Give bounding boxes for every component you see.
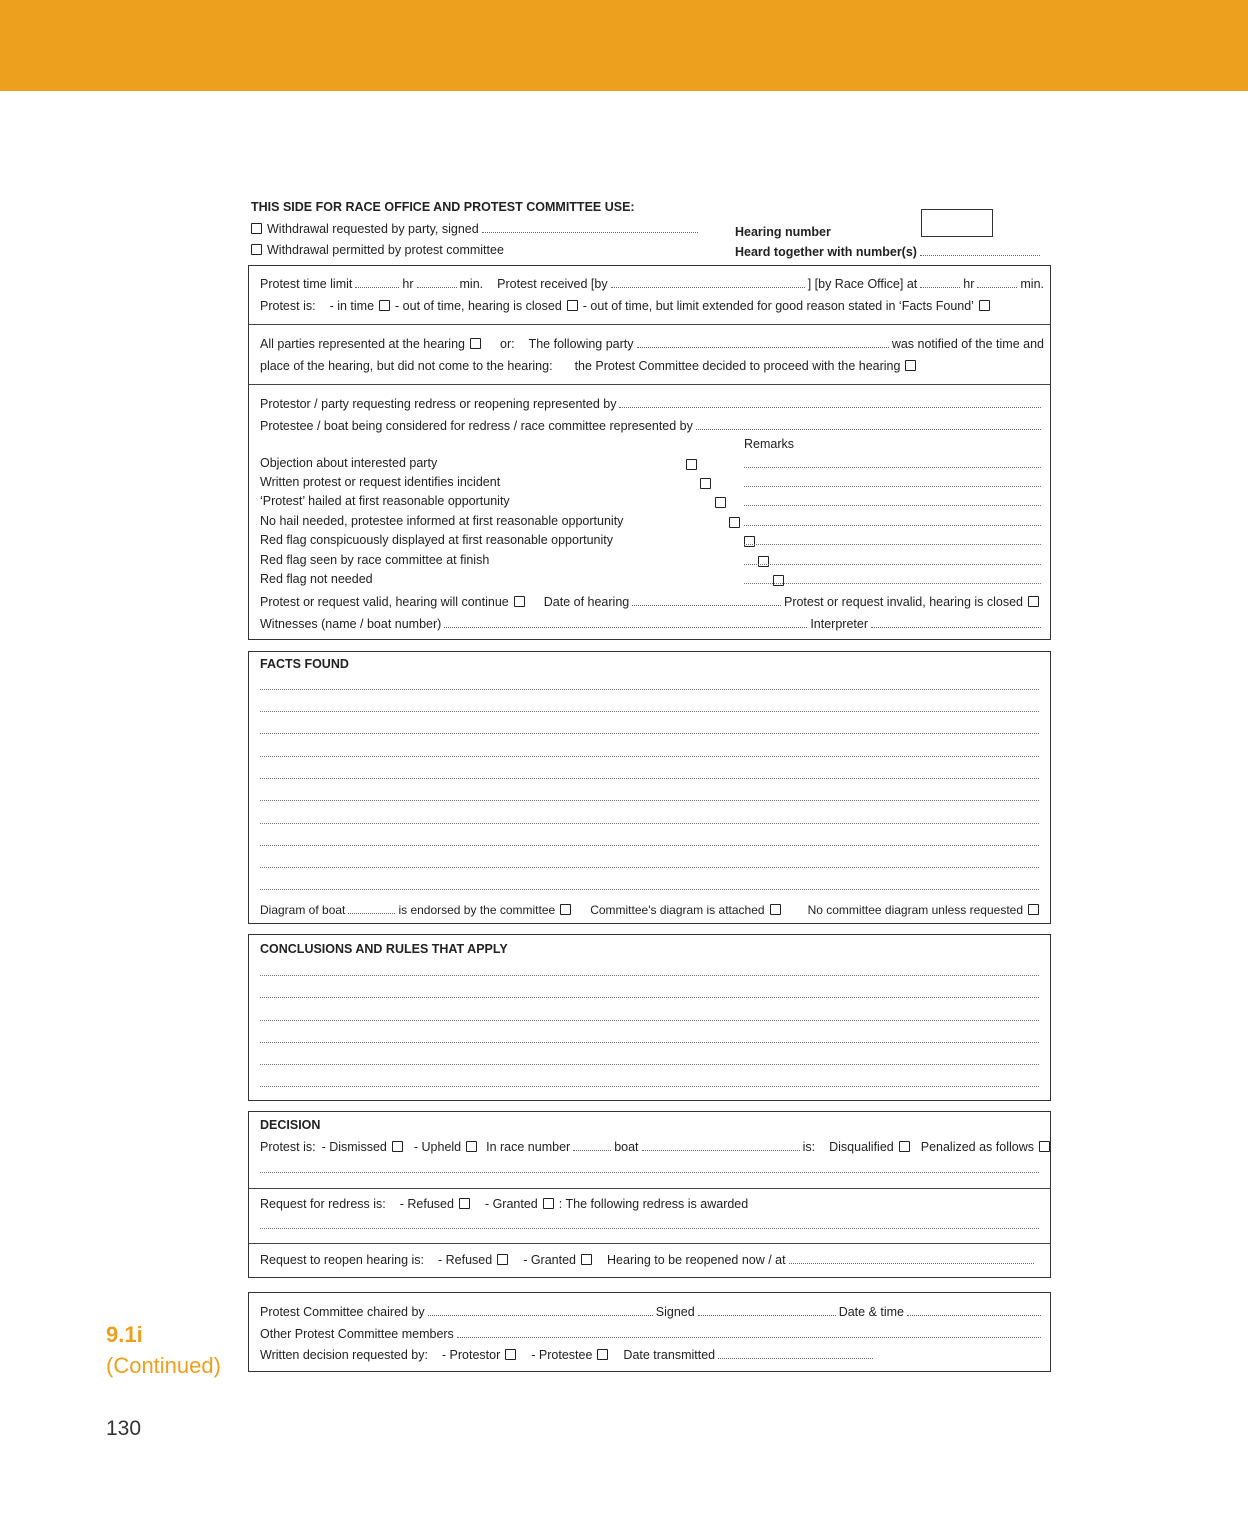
diagram-row: Diagram of boat is endorsed by the committee Committee's diagram is attached No committee diagram unless requested xyxy=(260,903,1044,917)
validity-checkbox[interactable] xyxy=(700,478,711,489)
conclusions-line[interactable] xyxy=(260,1064,1039,1065)
validity-checkbox[interactable] xyxy=(715,497,726,508)
conclusions-line[interactable] xyxy=(260,1086,1039,1087)
validity-check-row: Red flag not needed xyxy=(260,572,373,586)
conclusions-title: CONCLUSIONS AND RULES THAT APPLY xyxy=(260,942,508,956)
other-members-field[interactable] xyxy=(457,1328,1041,1338)
written-protestee-checkbox[interactable] xyxy=(597,1349,608,1360)
protestor-represented-row: Protestor / party requesting redress or reopening represented by xyxy=(260,397,1044,411)
date-time-field[interactable] xyxy=(907,1306,1041,1316)
facts-line[interactable] xyxy=(260,867,1039,868)
remarks-label: Remarks xyxy=(744,437,795,451)
heard-together-row: Heard together with number(s) xyxy=(735,245,1043,259)
chaired-by-field[interactable] xyxy=(428,1306,653,1316)
written-decision-row: Written decision requested by: - Protestor - Protestee Date transmitted xyxy=(260,1348,1044,1362)
committee-section xyxy=(248,1292,1051,1372)
remarks-line[interactable] xyxy=(744,564,1041,565)
validity-check-row: Written protest or request identifies incident xyxy=(260,475,501,489)
invalid-checkbox[interactable] xyxy=(1028,596,1039,607)
time-parties-validity-section xyxy=(248,265,1051,640)
conclusions-section xyxy=(248,934,1051,1101)
validity-outcome-row: Protest or request valid, hearing will continue Date of hearing Protest or request invalid, hearing is closed xyxy=(260,595,1044,609)
remarks-line[interactable] xyxy=(744,467,1041,468)
facts-line[interactable] xyxy=(260,845,1039,846)
conclusions-line[interactable] xyxy=(260,975,1039,976)
validity-check-row: ‘Protest’ hailed at first reasonable opportunity xyxy=(260,494,510,508)
out-of-time-closed-checkbox[interactable] xyxy=(567,300,578,311)
form-title: THIS SIDE FOR RACE OFFICE AND PROTEST COMMITTEE USE: xyxy=(251,200,635,214)
diagram-endorsed-checkbox[interactable] xyxy=(560,904,571,915)
facts-line[interactable] xyxy=(260,889,1039,890)
time-limit-row: Protest time limit hr min. Protest received [by ] [by Race Office] at hr min. xyxy=(260,277,1044,291)
proceed-checkbox[interactable] xyxy=(905,360,916,371)
interpreter-field[interactable] xyxy=(871,618,1041,628)
conclusions-line[interactable] xyxy=(260,997,1039,998)
dismissed-checkbox[interactable] xyxy=(392,1141,403,1152)
facts-found-title: FACTS FOUND xyxy=(260,657,349,671)
redress-row: Request for redress is: - Refused - Granted : The following redress is awarded xyxy=(260,1197,749,1211)
absent-party-field[interactable] xyxy=(637,338,889,348)
time-limit-min-field[interactable] xyxy=(417,278,457,288)
validity-check-row: No hail needed, protestee informed at first reasonable opportunity xyxy=(260,514,624,528)
protest-decision-row: Protest is: - Dismissed - Upheld In race number boat is: Disqualified Penalized as follows xyxy=(260,1140,1050,1154)
reopen-refused-checkbox[interactable] xyxy=(497,1254,508,1265)
diagram-boat-field[interactable] xyxy=(348,904,395,914)
decision-title: DECISION xyxy=(260,1118,321,1132)
hearing-number-box[interactable] xyxy=(921,209,993,237)
other-members-row: Other Protest Committee members xyxy=(260,1327,1044,1341)
validity-check-row: Red flag seen by race committee at finish xyxy=(260,553,490,567)
validity-check-row: Objection about interested party xyxy=(260,456,438,470)
facts-line[interactable] xyxy=(260,756,1039,757)
conclusions-line[interactable] xyxy=(260,1020,1039,1021)
facts-line[interactable] xyxy=(260,778,1039,779)
date-transmitted-field[interactable] xyxy=(718,1349,873,1359)
no-diagram-checkbox[interactable] xyxy=(1028,904,1039,915)
witnesses-row: Witnesses (name / boat number) Interpreter xyxy=(260,617,1044,631)
validity-checkbox[interactable] xyxy=(744,536,755,547)
decision-section xyxy=(248,1111,1051,1278)
upheld-checkbox[interactable] xyxy=(466,1141,477,1152)
parties-row-2: place of the hearing, but did not come to the hearing: the Protest Committee decided to proceed with the hearing xyxy=(260,359,1044,373)
facts-line[interactable] xyxy=(260,800,1039,801)
validity-checkbox[interactable] xyxy=(686,459,697,470)
facts-line[interactable] xyxy=(260,711,1039,712)
reopen-granted-checkbox[interactable] xyxy=(581,1254,592,1265)
in-time-checkbox[interactable] xyxy=(379,300,390,311)
diagram-attached-checkbox[interactable] xyxy=(770,904,781,915)
remarks-line[interactable] xyxy=(744,583,1041,584)
withdrawal-requested-row: Withdrawal requested by party, signed xyxy=(251,222,701,236)
disqualified-checkbox[interactable] xyxy=(899,1141,910,1152)
written-protestor-checkbox[interactable] xyxy=(505,1349,516,1360)
protestee-represented-row: Protestee / boat being considered for redress / race committee represented by xyxy=(260,419,1044,433)
remarks-line[interactable] xyxy=(744,505,1041,506)
validity-checkbox[interactable] xyxy=(758,556,769,567)
hearing-date-field[interactable] xyxy=(632,596,781,606)
facts-found-section xyxy=(248,651,1051,924)
protestor-represented-field[interactable] xyxy=(619,398,1041,408)
remarks-line[interactable] xyxy=(744,486,1041,487)
penalized-checkbox[interactable] xyxy=(1039,1141,1050,1152)
redress-line[interactable] xyxy=(260,1228,1039,1229)
protest-timing-row: Protest is: - in time - out of time, hearing is closed - out of time, but limit extended for good reason stated in ‘Facts Found’ xyxy=(260,299,1044,313)
redress-refused-checkbox[interactable] xyxy=(459,1198,470,1209)
received-hr-field[interactable] xyxy=(920,278,960,288)
out-of-time-extended-checkbox[interactable] xyxy=(979,300,990,311)
figure-number: 9.1i xyxy=(106,1322,143,1347)
time-limit-hr-field[interactable] xyxy=(355,278,399,288)
race-number-field[interactable] xyxy=(573,1141,611,1151)
remarks-line[interactable] xyxy=(744,525,1041,526)
withdrawal-permitted-checkbox[interactable] xyxy=(251,244,262,255)
redress-granted-checkbox[interactable] xyxy=(543,1198,554,1209)
facts-line[interactable] xyxy=(260,689,1039,690)
reopen-at-field[interactable] xyxy=(789,1254,1034,1264)
parties-row: All parties represented at the hearing or: The following party was notified of the time and xyxy=(260,337,1044,351)
valid-checkbox[interactable] xyxy=(514,596,525,607)
figure-continued: (Continued) xyxy=(106,1353,221,1378)
penalty-line[interactable] xyxy=(260,1172,1039,1173)
facts-line[interactable] xyxy=(260,733,1039,734)
signed-field[interactable] xyxy=(698,1306,836,1316)
withdrawal-requested-checkbox[interactable] xyxy=(251,223,262,234)
validity-check-row: Red flag conspicuously displayed at first reasonable opportunity xyxy=(260,533,613,547)
page-number: 130 xyxy=(106,1417,142,1440)
received-min-field[interactable] xyxy=(977,278,1017,288)
heard-together-field[interactable] xyxy=(920,246,1040,256)
remarks-line[interactable] xyxy=(744,544,1041,545)
received-by-field[interactable] xyxy=(611,278,805,288)
boat-field[interactable] xyxy=(642,1141,800,1151)
facts-line[interactable] xyxy=(260,823,1039,824)
header-bar xyxy=(0,0,1248,91)
reopen-row: Request to reopen hearing is: - Refused - Granted Hearing to be reopened now / at xyxy=(260,1253,1044,1267)
protestee-represented-field[interactable] xyxy=(696,420,1041,430)
conclusions-line[interactable] xyxy=(260,1042,1039,1043)
witnesses-field[interactable] xyxy=(444,618,807,628)
all-parties-checkbox[interactable] xyxy=(470,338,481,349)
validity-checkbox[interactable] xyxy=(773,575,784,586)
chaired-row: Protest Committee chaired by Signed Date & time xyxy=(260,1305,1044,1319)
validity-checkbox[interactable] xyxy=(729,517,740,528)
withdrawal-permitted-row: Withdrawal permitted by protest committee xyxy=(251,243,701,257)
hearing-number-label: Hearing number xyxy=(735,225,831,239)
